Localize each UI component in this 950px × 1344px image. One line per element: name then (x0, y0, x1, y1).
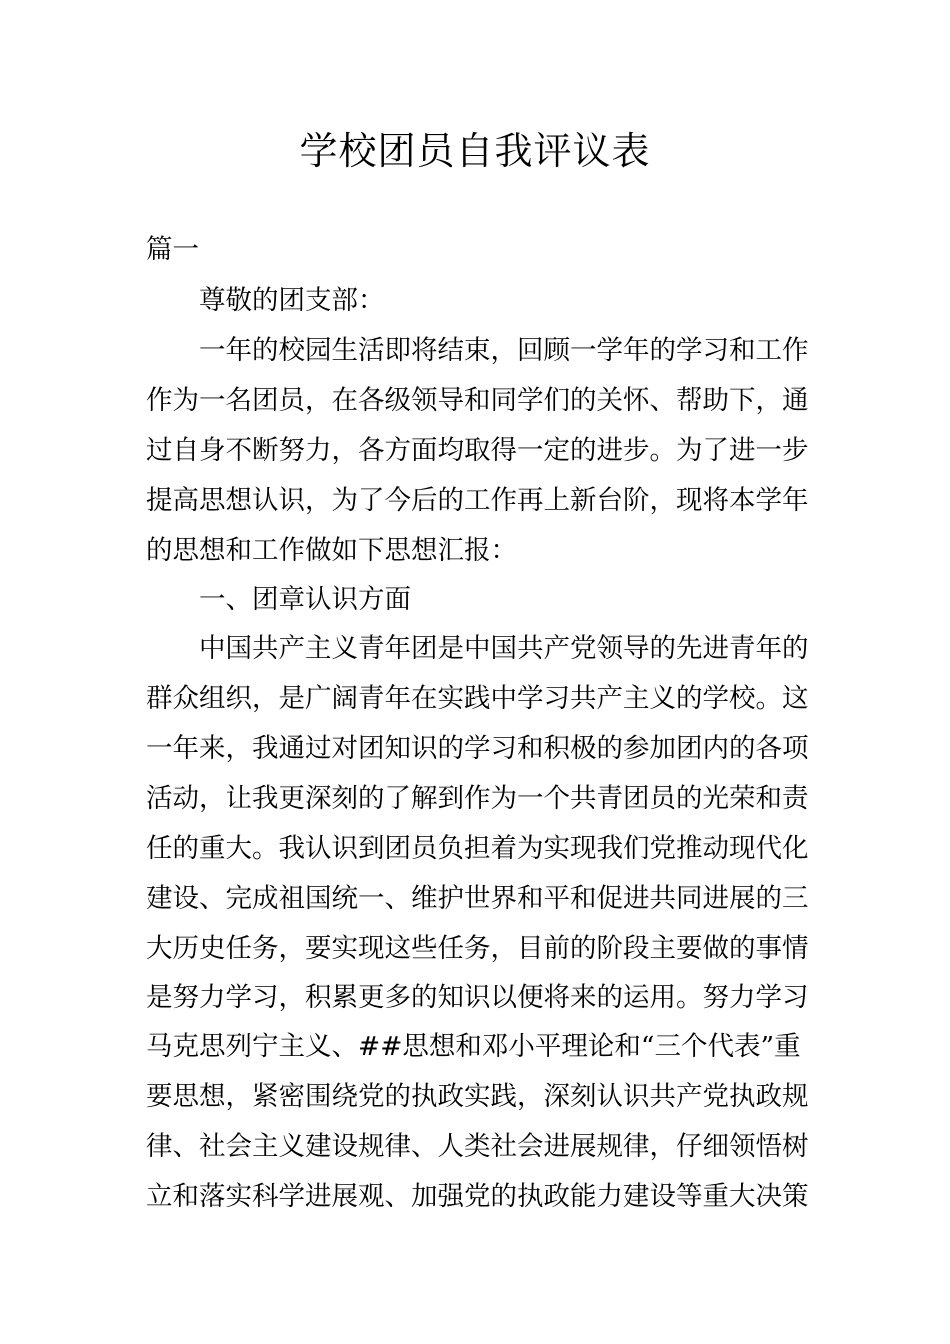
paragraph-line: 提高思想认识，为了今后的工作再上新台阶，现将本学年 (146, 485, 809, 516)
paragraph-line: 建设、完成祖国统一、维护世界和平和促进共同进展的三 (146, 883, 809, 914)
paragraph-line: 的思想和工作做如下思想汇报： (146, 535, 517, 566)
paragraph-line: 一年的校园生活即将结束，回顾一学年的学习和工作 (199, 335, 809, 366)
paragraph-line: 作为一名团员，在各级领导和同学们的关怀、帮助下，通 (146, 385, 809, 416)
paragraph-line: 中国共产主义青年团是中国共产党领导的先进青年的 (199, 633, 809, 664)
paragraph-line: 大历史任务，要实现这些任务，目前的阶段主要做的事情 (146, 933, 809, 964)
paragraph-line: 立和落实科学进展观、加强党的执政能力建设等重大决策 (146, 1181, 809, 1212)
paragraph-line: 一年来，我通过对团知识的学习和积极的参加团内的各项 (146, 733, 809, 764)
document-title: 学校团员自我评议表 (299, 129, 651, 173)
paragraph-line: 过自身不断努力，各方面均取得一定的进步。为了进一步 (146, 435, 809, 466)
section-label: 篇一 (146, 234, 199, 265)
paragraph-line: 任的重大。我认识到团员负担着为实现我们党推动现代化 (146, 833, 809, 864)
section-heading: 一、团章认识方面 (199, 584, 411, 615)
paragraph-line: 律、社会主义建设规律、人类社会进展规律，仔细领悟树 (146, 1131, 809, 1162)
paragraph-line: 活动，让我更深刻的了解到作为一个共青团员的光荣和责 (146, 783, 809, 814)
salutation: 尊敬的团支部： (199, 285, 385, 316)
paragraph-line: 是努力学习，积累更多的知识以便将来的运用。努力学习 (146, 982, 809, 1013)
paragraph-line: 马克思列宁主义、##思想和邓小平理论和“三个代表”重 (146, 1031, 801, 1062)
paragraph-line: 要思想，紧密围绕党的执政实践，深刻认识共产党执政规 (146, 1081, 809, 1112)
paragraph-line: 群众组织，是广阔青年在实践中学习共产主义的学校。这 (146, 683, 809, 714)
